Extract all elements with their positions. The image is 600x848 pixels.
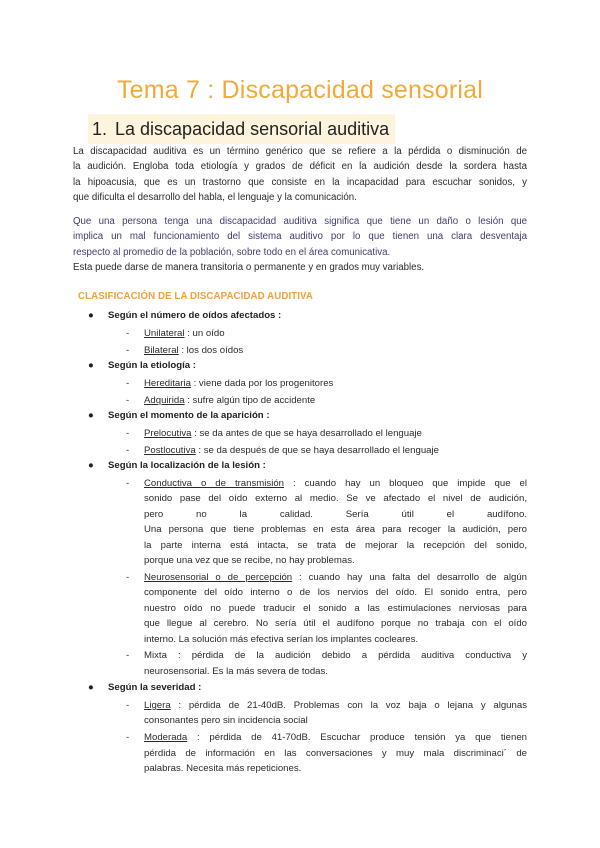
sub-item-text bbox=[144, 570, 527, 647]
text-line: la hipoacusia, que es un trastorno que consiste en la incapacidad para escuchar sonidos, y bbox=[73, 176, 527, 188]
term: Neurosensorial o de percepción bbox=[144, 571, 293, 583]
section-heading bbox=[88, 114, 395, 144]
section-number: 1. bbox=[92, 119, 108, 139]
text-line: implica un mal funcionamiento del sistema auditivo por lo que tienen una clara desventaja bbox=[73, 231, 527, 243]
text-line: componente del oído interno o de los nervios del oído. El sonido entra, pero bbox=[144, 587, 527, 599]
text-line: palabras. Necesita más repeticiones. bbox=[144, 763, 302, 775]
sub-item-text bbox=[144, 730, 527, 776]
sub-item bbox=[127, 698, 527, 729]
text-line: porque una vez que se recibe, no hay problemas. bbox=[144, 555, 355, 567]
dash-marker: - bbox=[126, 478, 130, 489]
classification-bullet bbox=[88, 410, 270, 421]
sub-item-text bbox=[144, 343, 527, 358]
text-line: Que una persona tenga una discapacidad auditiva significa que tiene un daño o lesión que bbox=[73, 216, 527, 227]
intro-paragraph bbox=[73, 144, 527, 206]
text-line: Neurosensorial o de percepción : cuando hay una falta del desarrollo de algún bbox=[144, 571, 527, 583]
sub-item bbox=[127, 326, 527, 341]
text-line: consonantes pero sin incidencia social bbox=[144, 715, 308, 727]
dash-marker: - bbox=[126, 328, 130, 339]
bullet-label: Según la severidad : bbox=[108, 682, 202, 693]
text-line: Postlocutiva : se da después de que se haya desarrollado el lenguaje bbox=[144, 444, 439, 456]
sub-item bbox=[127, 730, 527, 776]
sub-item-text bbox=[144, 476, 527, 568]
bullet-icon: ● bbox=[88, 460, 94, 471]
text-line: Conductiva o de transmisión : cuando hay un bloqueo que impide que el bbox=[144, 478, 527, 489]
text-line: Prelocutiva : se da antes de que se haya desarrollado el lenguaje bbox=[144, 428, 422, 439]
sub-item-text bbox=[144, 648, 527, 679]
term: Moderada bbox=[144, 732, 188, 744]
bullet-icon: ● bbox=[88, 410, 94, 421]
dash-marker: - bbox=[126, 700, 130, 711]
text-line: Mixta : pérdida de la audición debido a pérdida auditiva conductiva y bbox=[144, 650, 527, 662]
text-line: pérdida de información en las conversaciones y muy mala discriminaci´ de bbox=[144, 747, 527, 759]
dash-marker: - bbox=[126, 344, 130, 356]
sub-item bbox=[127, 426, 527, 441]
text-line: neurosensorial. Es la más severa de todas. bbox=[144, 665, 328, 677]
text-line: Moderada : pérdida de 41-70dB. Escuchar produce tensión ya que tienen bbox=[144, 732, 527, 744]
definition-paragraph bbox=[73, 214, 527, 260]
bullet-label: Según la etiología : bbox=[108, 360, 196, 371]
dash-marker: - bbox=[126, 571, 130, 583]
text-line: la audición. Engloba toda etiología y grados de déficit en la audición desde la sordera hasta bbox=[73, 161, 527, 173]
sub-item-text bbox=[144, 698, 527, 729]
sub-item-text bbox=[144, 443, 527, 458]
term: Adquirida bbox=[144, 394, 185, 406]
text-line: que llegue al cerebro. No sería útil el audífono porque no trabaja con el oído bbox=[144, 618, 527, 630]
bullet-label: Según el momento de la aparición : bbox=[108, 410, 270, 421]
text-line: que dificulta el desarrollo del habla, el lenguaje y la comunicación. bbox=[73, 192, 357, 204]
text-line: Hereditaria : viene dada por los progenitores bbox=[144, 378, 334, 389]
dash-marker: - bbox=[126, 394, 130, 406]
text-line: Adquirida : sufre algún tipo de accidente bbox=[144, 394, 316, 406]
classification-bullet bbox=[88, 682, 201, 693]
term: Hereditaria bbox=[144, 378, 191, 389]
sub-item-text bbox=[144, 393, 527, 408]
sub-item-text bbox=[144, 376, 527, 391]
sub-item-text bbox=[144, 426, 527, 441]
document-title: Tema 7 : Discapacidad sensorial bbox=[116, 76, 484, 104]
text-line: La discapacidad auditiva es un término genérico que se refiere a la pérdida o disminución de bbox=[73, 146, 527, 157]
sub-item bbox=[127, 343, 527, 358]
text-line: sonido pase del oído externo al medio. Se ve afectado el nivel de audición, bbox=[144, 493, 527, 505]
bullet-icon: ● bbox=[88, 360, 94, 371]
sub-item bbox=[127, 443, 527, 458]
dash-marker: - bbox=[126, 732, 130, 744]
text-line: nuestro oído no puede traducir el sonido a las estimulaciones nerviosas para bbox=[144, 602, 527, 614]
text-line: la parte interna está intacta, se trata de mejorar la recepción del sonido, bbox=[144, 539, 527, 551]
dash-marker: - bbox=[126, 378, 130, 389]
text-line: Esta puede darse de manera transitoria o permanente y en grados muy variables. bbox=[73, 262, 425, 273]
text-line: Ligera : pérdida de 21-40dB. Problemas con la voz baja o lejana y algunas bbox=[144, 700, 527, 711]
classification-heading: CLASIFICACIÓN DE LA DISCAPACIDAD AUDITIVA bbox=[78, 291, 313, 302]
term: Postlocutiva bbox=[144, 444, 196, 456]
classification-bullet bbox=[88, 460, 266, 471]
term: Bilateral bbox=[144, 344, 179, 356]
bullet-icon: ● bbox=[88, 682, 94, 693]
text-line: respecto al promedio de la población, sobre todo en el área comunicativa. bbox=[73, 246, 391, 258]
term: Conductiva o de transmisión bbox=[144, 478, 284, 489]
text-line: Una persona que tiene problemas en esta área para recoger la audición, pero bbox=[144, 524, 527, 536]
sub-item bbox=[127, 393, 527, 408]
section-heading-text: La discapacidad sensorial auditiva bbox=[115, 119, 390, 139]
sub-item bbox=[127, 648, 527, 679]
sub-item bbox=[127, 570, 527, 647]
term: Prelocutiva bbox=[144, 428, 192, 439]
variability-paragraph bbox=[73, 260, 527, 275]
sub-item bbox=[127, 376, 527, 391]
bullet-icon: ● bbox=[88, 310, 94, 321]
dash-marker: - bbox=[126, 428, 130, 439]
text-line: Bilateral : los dos oídos bbox=[144, 344, 244, 356]
bullet-label: Según la localización de la lesión : bbox=[108, 460, 266, 471]
dash-marker: - bbox=[126, 444, 130, 456]
text-line: interno. La solución más efectiva serían los implantes cocleares. bbox=[144, 633, 419, 645]
term: Unilateral bbox=[144, 328, 185, 339]
dash-marker: - bbox=[126, 650, 130, 662]
classification-bullet bbox=[88, 310, 281, 321]
classification-bullet bbox=[88, 360, 196, 371]
text-line: Unilateral : un oído bbox=[144, 328, 225, 339]
bullet-label: Según el número de oídos afectados : bbox=[108, 310, 282, 321]
sub-item bbox=[127, 476, 527, 568]
term: Ligera bbox=[144, 700, 171, 711]
sub-item-text bbox=[144, 326, 527, 341]
text-line: pero no la calidad. Sería útil el audífono. bbox=[144, 508, 527, 520]
